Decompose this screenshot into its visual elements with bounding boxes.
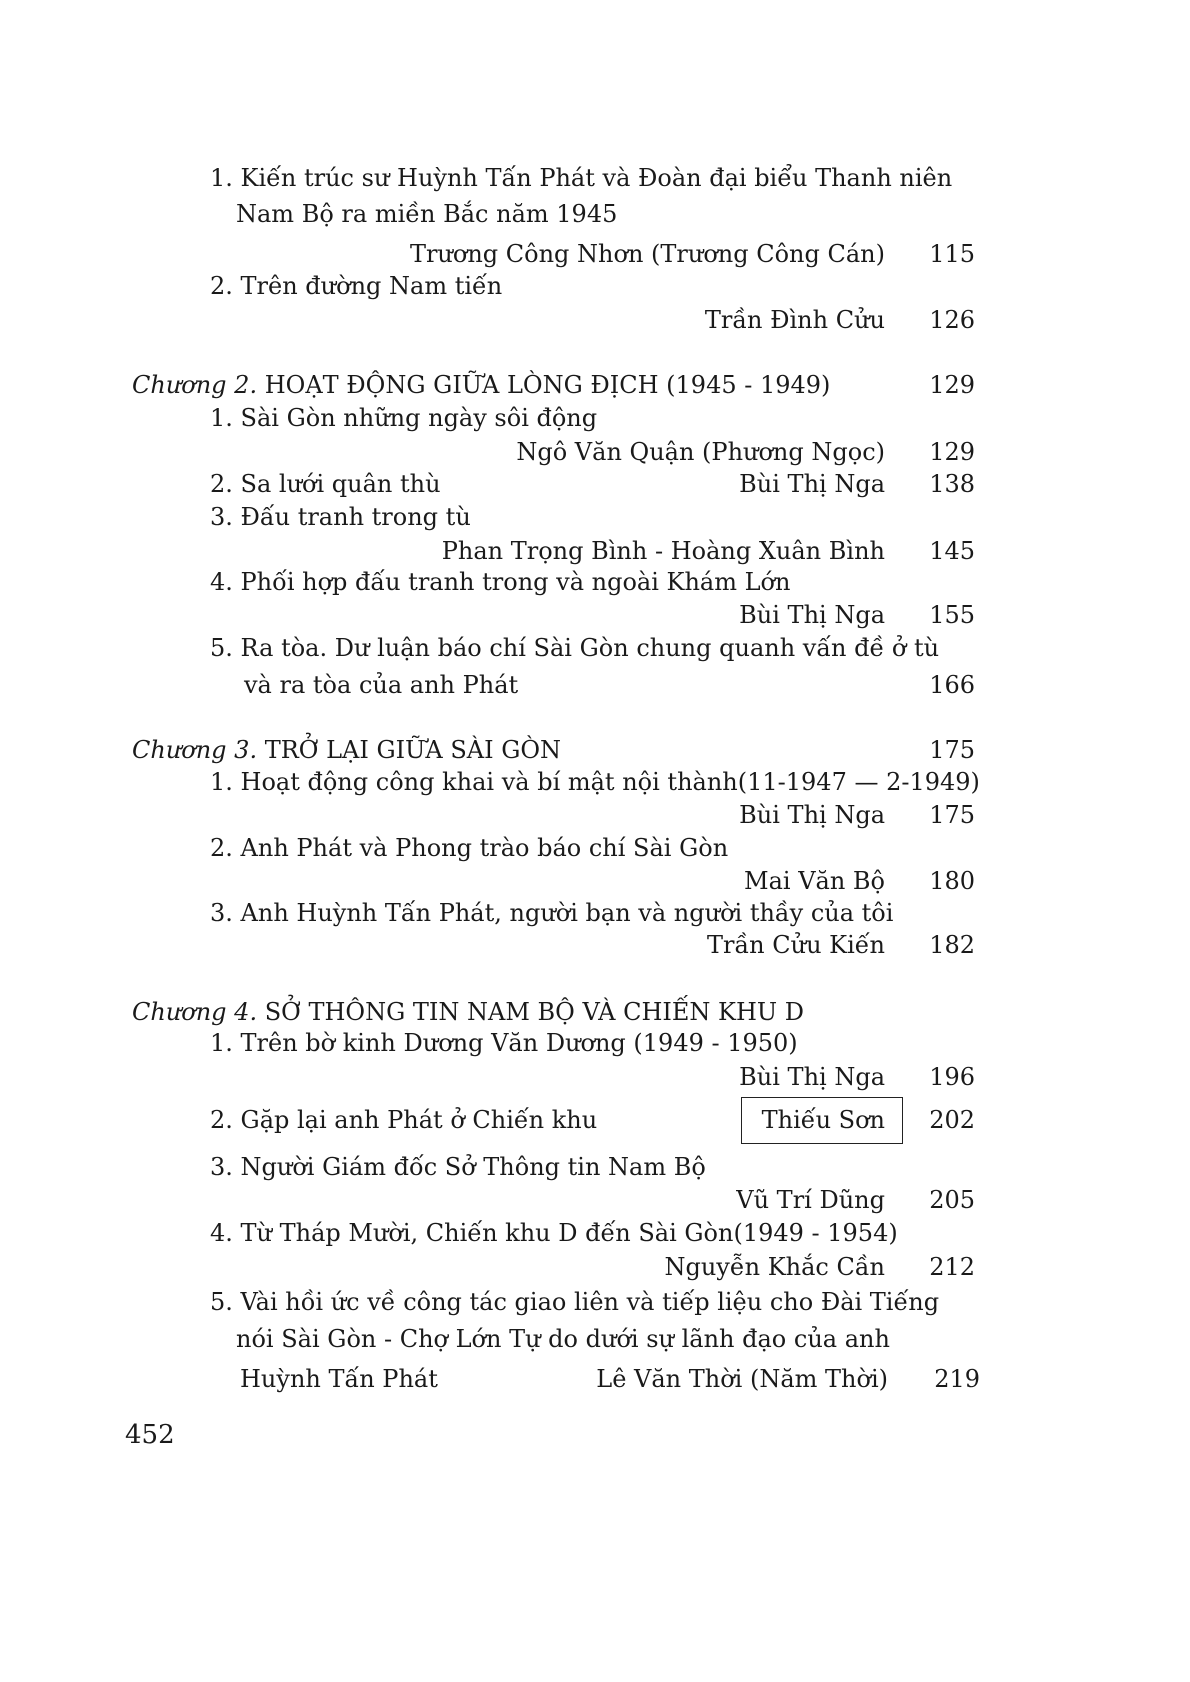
toc-entry-page: 205	[929, 1186, 975, 1214]
toc-entry-author: Thiếu Sơn	[761, 1106, 885, 1134]
toc-entry-title: 5. Vài hồi ức về công tác giao liên và tiếp liệu cho Đài Tiếng	[210, 1288, 940, 1316]
toc-entry-page: 212	[929, 1253, 975, 1281]
chapter-label: Chương 2.	[132, 371, 258, 399]
toc-entry-author: Bùi Thị Nga	[739, 601, 885, 629]
toc-entry-page: 182	[929, 931, 975, 959]
toc-entry-author: Trương Công Nhơn (Trương Công Cán)	[409, 240, 885, 268]
chapter-label: Chương 4.	[132, 998, 258, 1026]
toc-entry-page: 219	[934, 1365, 980, 1393]
toc-entry-title-cont: và ra tòa của anh Phát	[244, 671, 519, 699]
toc-entry-page: 145	[929, 537, 975, 565]
chapter-title: HOẠT ĐỘNG GIỮA LÒNG ĐỊCH (1945 - 1949)	[264, 371, 831, 399]
toc-entry-author: Lê Văn Thời (Năm Thời)	[596, 1365, 888, 1393]
chapter-title: SỞ THÔNG TIN NAM BỘ VÀ CHIẾN KHU D	[264, 998, 805, 1026]
toc-entry-author: Bùi Thị Nga	[739, 801, 885, 829]
toc-entry-author: Mai Văn Bộ	[744, 867, 885, 895]
toc-entry-title: 2. Sa lưới quân thù	[210, 470, 441, 498]
toc-entry-title: 1. Trên bờ kinh Dương Văn Dương (1949 - 1950)	[210, 1029, 798, 1057]
toc-entry-title: 3. Người Giám đốc Sở Thông tin Nam Bộ	[210, 1153, 706, 1181]
toc-entry-author: Bùi Thị Nga	[739, 1063, 885, 1091]
page-number: 452	[125, 1420, 175, 1450]
toc-entry-title: 4. Phối hợp đấu tranh trong và ngoài Khám Lớn	[210, 568, 791, 596]
toc-entry-title: 5. Ra tòa. Dư luận báo chí Sài Gòn chung quanh vấn đề ở tù	[210, 634, 940, 662]
toc-entry-author: Vũ Trí Dũng	[736, 1186, 885, 1214]
toc-entry-page: 126	[929, 306, 975, 334]
chapter-heading	[132, 997, 804, 1027]
toc-entry-author: Trần Cửu Kiến	[706, 931, 885, 959]
toc-entry-author: Trần Đình Cửu	[704, 306, 885, 334]
toc-entry-title: 2. Anh Phát và Phong trào báo chí Sài Gòn	[210, 834, 729, 862]
toc-entry-page: 155	[929, 601, 975, 629]
toc-entry-author: Bùi Thị Nga	[739, 470, 885, 498]
chapter-label: Chương 3.	[132, 736, 258, 764]
toc-entry-page: 180	[929, 867, 975, 895]
toc-entry-title: 2. Trên đường Nam tiến	[210, 272, 503, 300]
toc-entry-title-cont: Nam Bộ ra miền Bắc năm 1945	[236, 200, 618, 228]
toc-entry-page: 196	[929, 1063, 975, 1091]
toc-entry-title: 1. Sài Gòn những ngày sôi động	[210, 404, 598, 432]
toc-entry-title-cont: nói Sài Gòn - Chợ Lớn Tự do dưới sự lãnh đạo của anh	[236, 1325, 890, 1353]
chapter-heading	[132, 735, 561, 765]
toc-entry-title: 3. Anh Huỳnh Tấn Phát, người bạn và người thầy của tôi	[210, 899, 894, 927]
toc-entry-author: Nguyễn Khắc Cần	[664, 1253, 885, 1281]
chapter-page: 175	[929, 736, 975, 764]
toc-entry-page: 175	[929, 801, 975, 829]
chapter-heading	[132, 370, 830, 400]
chapter-title: TRỞ LẠI GIỮA SÀI GÒN	[264, 736, 562, 764]
toc-entry-page: 129	[929, 438, 975, 466]
toc-entry-title: 2. Gặp lại anh Phát ở Chiến khu	[210, 1106, 598, 1134]
toc-entry-author: Phan Trọng Bình - Hoàng Xuân Bình	[441, 537, 885, 565]
toc-entry-title: 4. Từ Tháp Mười, Chiến khu D đến Sài Gòn(1949 - 1954)	[210, 1219, 898, 1247]
chapter-page: 129	[929, 371, 975, 399]
toc-entry-title: 1. Kiến trúc sư Huỳnh Tấn Phát và Đoàn đại biểu Thanh niên	[210, 164, 953, 192]
toc-entry-title-cont: Huỳnh Tấn Phát	[240, 1365, 438, 1393]
toc-entry-page: 202	[929, 1106, 975, 1134]
toc-entry-title: 1. Hoạt động công khai và bí mật nội thành(11-1947 — 2-1949)	[210, 768, 980, 796]
toc-entry-page: 115	[929, 240, 975, 268]
toc-entry-page: 138	[929, 470, 975, 498]
toc-entry-title: 3. Đấu tranh trong tù	[210, 503, 471, 531]
toc-entry-page: 166	[929, 671, 975, 699]
toc-entry-author: Ngô Văn Quận (Phương Ngọc)	[516, 438, 885, 466]
